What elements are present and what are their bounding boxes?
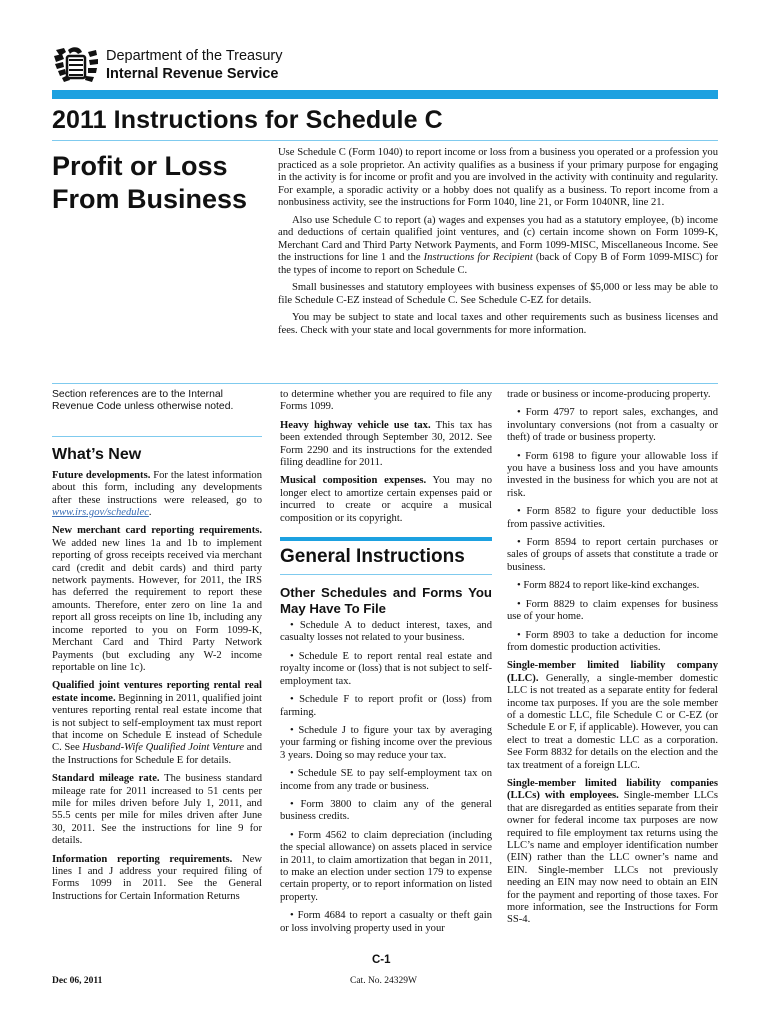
catalog-number: Cat. No. 24329W (350, 976, 418, 986)
whats-new-heading: What’s New (52, 445, 142, 463)
music-paragraph (280, 475, 492, 525)
col3-continuation: trade or business or income-producing property. (507, 389, 711, 400)
list-item: • Schedule E to report rental real estate and royalty income or (loss) that is not subject to self-employment tax. (280, 650, 492, 687)
intro-p2-text: Also use Schedule C to report (a) wages and expenses you had as a statutory employee, (b) income and deductions of certain qualified joint ventures, and (c) certain income shown on Form 1099-K, Merchant Card and Third Party Network Payments, and Form 1099-MISC, Miscellaneous Income. See the instructions for line 1 and the (278, 214, 718, 263)
title-divider (52, 140, 718, 141)
subtitle-line-2: From Business (52, 184, 248, 214)
list-item: • Form 4797 to report sales, exchanges, and involuntary conversions (not from a casualty or theft) of trade or business property. (507, 407, 718, 444)
hvut-head: Heavy highway vehicle use tax. (280, 419, 431, 431)
schedulec-link[interactable]: www.irs.gov/schedulec (52, 507, 149, 519)
info-reporting-head: Information reporting requirements. (52, 853, 233, 865)
merchant-card-paragraph (52, 525, 262, 674)
general-instructions-bar (280, 537, 492, 541)
subtitle-line-1: Profit or Loss (52, 151, 228, 181)
list-item: • Schedule J to figure your tax by averaging your farming or fishing income over the previous 3 years. Doing so may reduce your tax. (280, 724, 492, 761)
merchant-card-head: New merchant card reporting requirements. (52, 525, 262, 537)
smllc-employees-text: Single-member LLCs that are disregarded as entities separate from their owner for federal income tax purposes are now required to file employment tax returns using the LLC’s name and employer identification number (EIN) rather than the LLC owner’s name and EIN. Single-member LLCs not previously needing an EIN may now need to obtain an EIN for the payment and reporting of those taxes. For more information, see the Instructions for Form SS-4. (507, 790, 718, 926)
future-developments-text: For the latest information about this form, including any developments after these instructions were released, go to (52, 469, 262, 506)
hvut-paragraph (280, 420, 492, 470)
intro-p2-italic: Instructions for Recipient (423, 252, 533, 263)
revision-date: Dec 06, 2011 (52, 976, 103, 986)
mileage-paragraph (52, 773, 262, 847)
qjv-text: Beginning in 2011, qualified joint ventures reporting rental real estate income that is not subject to self-employment tax must report that income on Schedule E instead of Schedule C. See (52, 692, 262, 754)
list-item: • Form 8594 to report certain purchases or sales of groups of assets that constitute a trade or business. (507, 537, 718, 573)
title-accent-bar (52, 90, 718, 99)
list-item: • Form 6198 to figure your allowable loss if you have a business loss and you have amounts invested in the business for which you are not at risk. (507, 450, 718, 499)
mileage-head: Standard mileage rate. (52, 773, 160, 785)
list-item: • Form 8829 to claim expenses for business use of your home. (507, 598, 718, 623)
agency-name: Internal Revenue Service (106, 66, 279, 82)
other-schedules-rule (280, 574, 492, 575)
intro-paragraph-3: Small businesses and statutory employees with business expenses of $5,000 or less may be able to file Schedule C-EZ instead of Schedule C. See Schedule C-EZ for details. (278, 282, 718, 306)
qjv-head: Qualified joint ventures reporting rental real estate income. (52, 680, 262, 704)
col2-continuation: to determine whether you are required to file any Forms 1099. (280, 389, 492, 413)
smllc-employees-head: Single-member limited liability companies (LLCs) with employees. (507, 777, 718, 802)
intro-paragraph-4: You may be subject to state and local taxes and other requirements such as business licenses and fees. Check with your state and local governments for more information. (278, 312, 718, 336)
intro-paragraph-2 (278, 215, 718, 278)
irs-eagle-logo-icon (52, 44, 100, 84)
column-3 (507, 389, 718, 933)
info-reporting-paragraph (52, 854, 262, 904)
list-item: • Schedule SE to pay self-employment tax on income from any trade or business. (280, 768, 492, 792)
smllc-head: Single-member limited liability company (LLC). (507, 660, 718, 684)
future-developments-paragraph (52, 470, 262, 520)
intro-section (278, 147, 718, 342)
list-item: • Form 8903 to take a deduction for income from domestic production activities. (507, 629, 718, 653)
list-item: • Form 4684 to report a casualty or theft gain or loss involving property used in your (280, 910, 492, 934)
column-1 (52, 389, 262, 909)
smllc-paragraph (507, 660, 718, 772)
intro-paragraph-1: Use Schedule C (Form 1040) to report income or loss from a business you operated or a profession you practiced as a sole proprietor. An activity qualifies as a business if your primary purpose for engaging in the activity is for income or profit and you are involved in the activity with continuity and regularity. For example, a sporadic activity or a hobby does not qualify as a business. To report income from a nonbusiness activity, see the instructions for Form 1040, line 21, or Form 1040NR, line 21. (278, 147, 718, 208)
smllc-text: Generally, a single-member domestic LLC is not treated as a separate entity for federal income tax purposes. If you are the sole member of a domestic LLC, file Schedule C or C-EZ (or Schedule E or F, if applicable). However, you can elect to treat a domestic LLC as a corporation. See Form 8832 for details on the election and the tax treatment of a foreign LLC. (507, 672, 718, 771)
smllc-employees-paragraph (507, 778, 718, 927)
list-item: • Form 8824 to report like-kind exchanges. (517, 580, 700, 592)
list-item: • Form 3800 to claim any of the general business credits. (280, 798, 492, 823)
section-divider (52, 383, 718, 384)
hvut-text: This tax has been extended through September 30, 2012. See Form 2290 and its instructions for the extended filing deadline for 2011. (280, 419, 492, 469)
qjv-end: and the Instructions for Schedule E for details. (52, 742, 262, 766)
mileage-text: The business standard mileage rate for 2011 increased to 51 cents per mile for miles driven before July 1, 2011, and 55.5 cents per mile for miles driven after June 30, 2011. See the instructions for line 9 for details. (52, 773, 262, 847)
qjv-paragraph (52, 680, 262, 767)
merchant-card-text: We added new lines 1a and 1b to implement reporting of gross receipts received via merchant card (credit and debit cards) and third party network payments. However, for 2011, the IRS has deferred the requirement to report these amounts. Therefore, enter zero on line 1a and report all gross receipts on line 1b, including any income reported to you on Form 1099-K, Merchant Card and Third Party Network Payments (but excluding any W-2 income reportable on line 1c). (52, 537, 262, 673)
future-developments-end: . (148, 507, 152, 519)
list-item: • Form 4562 to claim depreciation (including the special allowance) on assets placed in service in 2011, to claim amortization that began in 2011, to make an election under section 179 to expense certain property, or to report information on listed property. (280, 829, 492, 903)
form-subtitle (52, 150, 272, 216)
info-reporting-text: New lines I and J address your required filing of Forms 1099 in 2011. See the General Instructions for Certain Information Returns (52, 853, 262, 902)
department-name: Department of the Treasury (106, 48, 283, 64)
document-title: 2011 Instructions for Schedule C (52, 106, 443, 134)
qjv-italic: Husband-Wife Qualified Joint Venture (82, 742, 245, 754)
future-developments-head: Future developments. (52, 469, 151, 481)
whats-new-rule (52, 436, 262, 437)
list-item: • Schedule A to deduct interest, taxes, and casualty losses not related to your business. (280, 620, 492, 644)
general-instructions-heading: General Instructions (280, 546, 465, 568)
page-number: C-1 (372, 954, 391, 966)
list-item: • Form 8582 to figure your deductible loss from passive activities. (507, 506, 718, 530)
other-schedules-heading: Other Schedules and Forms You May Have To File (280, 585, 492, 616)
music-head: Musical composition expenses. (280, 475, 427, 487)
column-2 (280, 389, 492, 941)
section-references-note: Section references are to the Internal Revenue Code unless otherwise noted. (52, 389, 234, 413)
music-text: You may no longer elect to amortize certain expenses paid or incurred to create or acquire a musical composition or its copyright. (280, 475, 492, 524)
list-item: • Schedule F to report profit or (loss) from farming. (280, 694, 492, 718)
intro-p2-text-end: (back of Copy B of Form 1099-MISC) for the types of income to report on Schedule C. (278, 252, 718, 276)
